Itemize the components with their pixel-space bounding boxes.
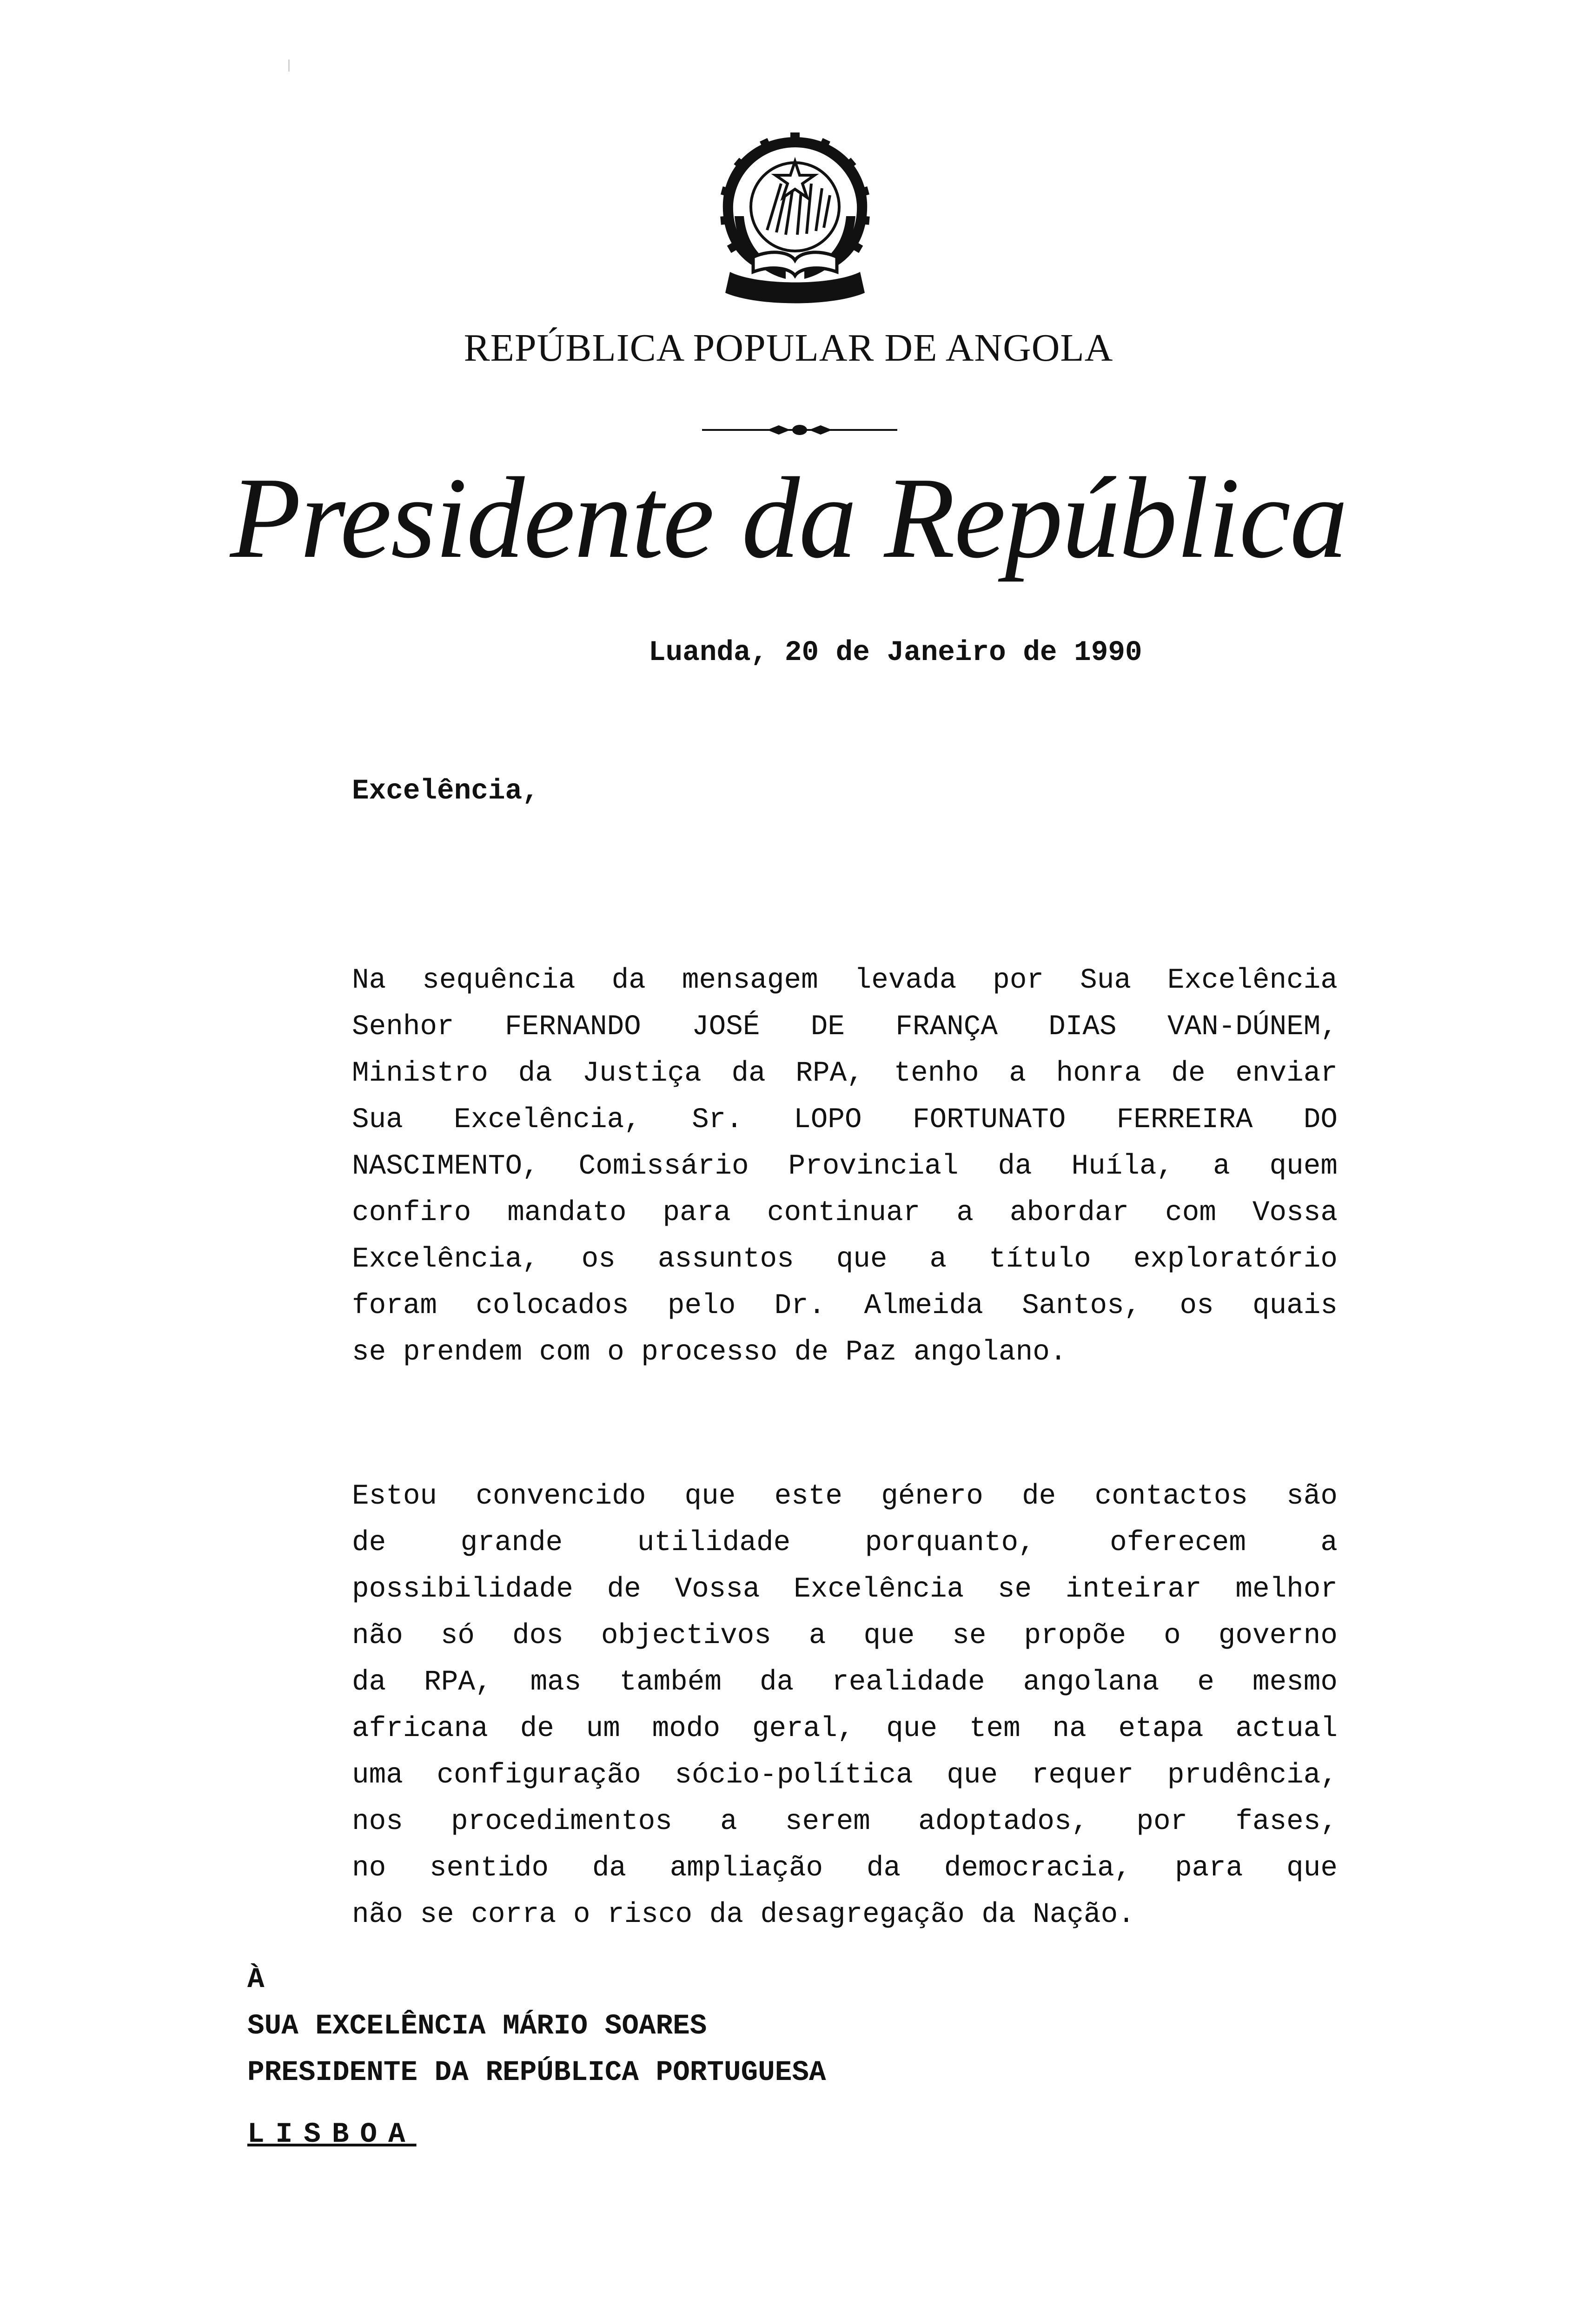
address-city: LISBOA xyxy=(247,2119,417,2151)
paragraph-line: da RPA, mas também da realidade angolana e mesmo xyxy=(352,1666,1338,1698)
scan-speck xyxy=(288,59,290,72)
paragraph-line: foram colocados pelo Dr. Almeida Santos, os quais xyxy=(352,1290,1338,1322)
paragraph-line: se prendem com o processo de Paz angolano. xyxy=(352,1336,1067,1368)
paragraph-line: confiro mandato para continuar a abordar com Vossa xyxy=(352,1197,1338,1229)
paragraph-line: NASCIMENTO, Comissário Provincial da Huíla, a quem xyxy=(352,1150,1338,1182)
address-title: PRESIDENTE DA REPÚBLICA PORTUGUESA xyxy=(247,2057,826,2089)
paragraph-line: no sentido da ampliação da democracia, para que xyxy=(352,1852,1338,1884)
letter-date: Luanda, 20 de Janeiro de 1990 xyxy=(649,637,1142,669)
paragraph-line: nos procedimentos a serem adoptados, por fases, xyxy=(352,1806,1338,1838)
paragraph-line: Na sequência da mensagem levada por Sua Excelência xyxy=(352,964,1338,997)
paragraph-line: possibilidade de Vossa Excelência se inteirar melhor xyxy=(352,1573,1338,1605)
paragraph-2 xyxy=(352,1473,1338,1938)
paragraph-line: uma configuração sócio-política que requer prudência, xyxy=(352,1759,1338,1791)
office-title: Presidente da República xyxy=(230,454,1347,582)
paragraph-line: Senhor FERNANDO JOSÉ DE FRANÇA DIAS VAN-DÚNEM, xyxy=(352,1011,1338,1043)
paragraph-line: Sua Excelência, Sr. LOPO FORTUNATO FERREIRA DO xyxy=(352,1104,1338,1136)
salutation: Excelência, xyxy=(352,775,539,807)
paragraph-line: Estou convencido que este género de contactos são xyxy=(352,1480,1338,1512)
paragraph-line: de grande utilidade porquanto, oferecem a xyxy=(352,1527,1338,1559)
republic-title: REPÚBLICA POPULAR DE ANGOLA xyxy=(464,326,1113,370)
paragraph-line: africana de um modo geral, que tem na etapa actual xyxy=(352,1713,1338,1745)
divider-ornament xyxy=(702,421,897,439)
paragraph-line: não só dos objectivos a que se propõe o governo xyxy=(352,1620,1338,1652)
paragraph-1 xyxy=(352,957,1338,1376)
angola-coat-of-arms-icon xyxy=(716,132,874,309)
paragraph-line: Ministro da Justiça da RPA, tenho a honra de enviar xyxy=(352,1057,1338,1089)
paragraph-line: Excelência, os assuntos que a título exploratório xyxy=(352,1243,1338,1275)
address-prefix: À xyxy=(247,1964,265,1996)
address-recipient: SUA EXCELÊNCIA MÁRIO SOARES xyxy=(247,2010,707,2042)
paragraph-line: não se corra o risco da desagregação da Nação. xyxy=(352,1899,1135,1931)
